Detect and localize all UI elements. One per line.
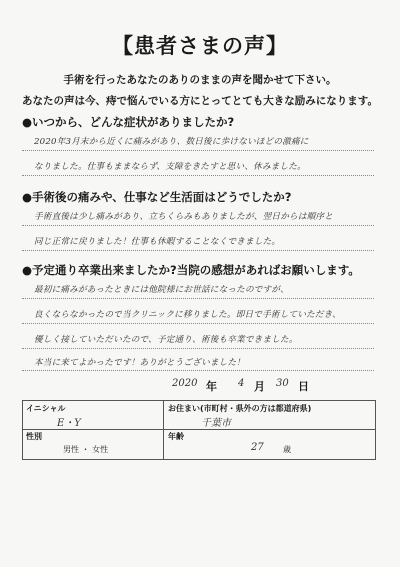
answer-rule — [22, 323, 374, 324]
answer-2-line-2: 同じ正常に戻りました！仕事も休暇することなくできました。 — [34, 237, 281, 247]
answer-1-line-1: 2020年3月末から近くに痛みがあり、数日後に歩けないほどの激痛に — [34, 137, 309, 147]
answer-rule — [22, 250, 374, 251]
answer-2-line-1: 手術直後は少し痛みがあり、立ちくらみもありましたが、翌日からは順序と — [34, 212, 333, 222]
date-day-value: 30 — [276, 378, 289, 389]
gender-label: 性別 — [26, 432, 42, 441]
date-day-label: 日 — [298, 380, 309, 393]
address-label: お住まい(市町村・県外の方は都道府県) — [168, 404, 312, 413]
address-value: 千葉市 — [201, 418, 231, 429]
answer-rule — [22, 348, 374, 349]
answer-3-line-3: 優しく接していただいたので、予定通り、術後も卒業できました。 — [34, 335, 298, 345]
answer-rule — [22, 370, 374, 371]
answer-3-line-2: 良くならなかったので当クリニックに移りました。即日で手術していただき、 — [34, 310, 341, 320]
answer-1-line-2: なりました。仕事もままならず、支障をきたすと思い、休みました。 — [34, 162, 306, 172]
date-year-value: 2020 — [172, 378, 198, 389]
answer-rule — [22, 175, 374, 176]
intro-line-1: 手術を行ったあなたのありのままの声を聞かせて下さい。 — [63, 74, 337, 86]
initial-value: E・Y — [57, 418, 81, 429]
age-value: 27 — [251, 442, 264, 453]
answer-rule — [22, 298, 374, 299]
initial-label: イニシャル — [26, 404, 66, 413]
date-month-value: 4 — [238, 378, 245, 389]
page-title: 【患者さまの声】 — [112, 34, 288, 58]
form-divider — [163, 401, 164, 459]
date-month-label: 月 — [254, 380, 265, 393]
personal-info-form — [22, 400, 376, 460]
question-2-label: ●手術後の痛みや、仕事など生活面はどうでしたか? — [22, 190, 292, 204]
intro-line-2: あなたの声は今、痔で悩んでいる方にとってとても大きな励みになります。 — [22, 95, 378, 107]
date-year-label: 年 — [206, 380, 217, 393]
question-3-label: ●予定通り卒業出来ましたか?当院の感想があればお願いします。 — [22, 263, 360, 277]
answer-3-line-4: 本当に来てよかったです！ありがとうございました！ — [34, 358, 246, 368]
age-label: 年齢 — [168, 432, 184, 441]
age-unit: 歳 — [283, 445, 291, 454]
form-divider — [23, 429, 375, 430]
answer-rule — [22, 225, 374, 226]
answer-rule — [22, 150, 374, 151]
answer-3-line-1: 最初に痛みがあったときには他院様にお世話になったのですが、 — [34, 285, 289, 295]
question-1-label: ●いつから、どんな症状がありましたか? — [22, 115, 235, 129]
gender-options: 男性 ・ 女性 — [63, 445, 109, 454]
